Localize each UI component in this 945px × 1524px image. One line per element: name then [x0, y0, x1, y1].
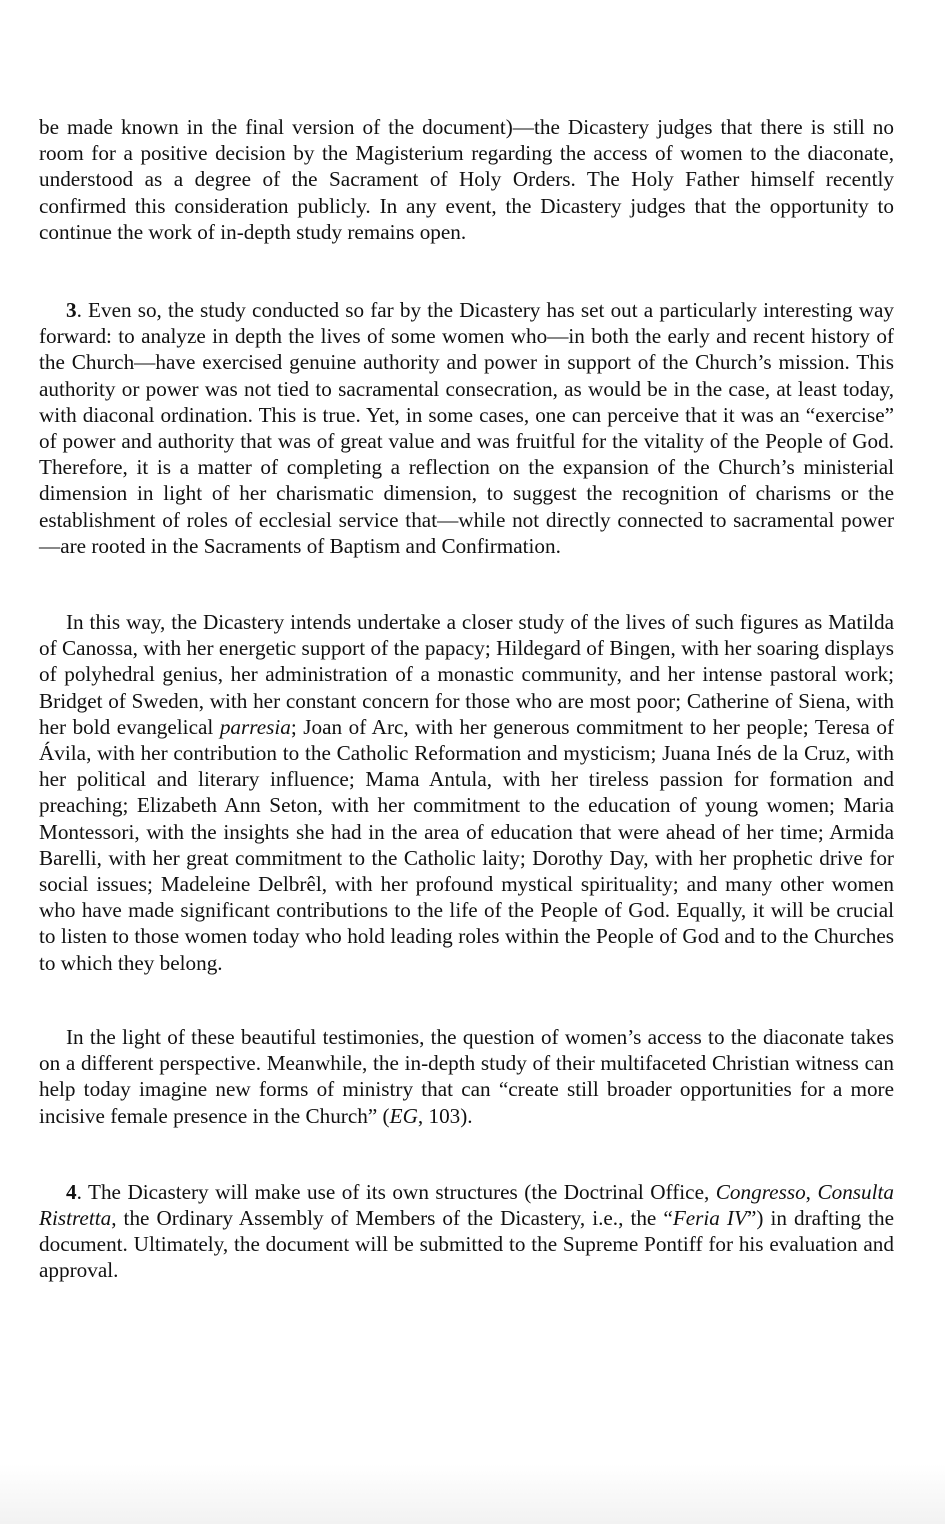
- paragraph-text: In this way, the Dicastery intends undertake a closer study of the lives of such figures as Matilda of Canossa, with her energetic support of the papacy; Hildegard of Bingen, with her soaring displays of polyhedral genius, her administration of a monastic community, and her intense pastoral work; Bridget of Sweden, with her constant concern for those who are most poor; Catherine of Siena, with her bold evangelical: [39, 610, 894, 739]
- paragraph-text: ”) in drafting the document. Ultimately, the document will be submitted to the Supreme Pontiff for his evaluation and approval.: [39, 1205, 894, 1283]
- paragraph-4: [39, 1179, 894, 1284]
- paragraph-text: ,: [805, 1179, 818, 1204]
- italic-term: Feria IV: [672, 1205, 747, 1230]
- paragraph-3: [39, 297, 894, 559]
- italic-citation: EG: [389, 1103, 418, 1128]
- paragraph-text: , the Ordinary Assembly of Members of the Dicastery, i.e., the “: [111, 1205, 673, 1230]
- document-page: [39, 114, 894, 1284]
- italic-term: Consulta Ristretta: [39, 1179, 895, 1230]
- paragraph-women-figures: [39, 609, 894, 976]
- paragraph-text: , 103).: [417, 1103, 473, 1128]
- paragraph-text: be made known in the final version of the document)—the Dicastery judges that there is still no room for a positive decision by the Magisterium regarding the access of women to the diaconate, understood as a degree of the Sacrament of Holy Orders. The Holy Father himself recently confirmed this consideration publicly. In any event, the Dicastery judges that the opportunity to continue the work of in-depth study remains open.: [39, 115, 894, 244]
- italic-term: Congresso: [715, 1179, 806, 1204]
- paragraph-text: In the light of these beautiful testimonies, the question of women’s access to the diaconate takes on a different perspective. Meanwhile, the in-depth study of their multifaceted Christian witness can help today imagine new forms of ministry that can “create still broader opportunities for a more incisive female presence in the Church” (: [39, 1024, 894, 1128]
- italic-term: parresia: [219, 714, 291, 739]
- paragraph-continuation: [39, 114, 894, 245]
- paragraph-text: . Even so, the study conducted so far by the Dicastery has set out a particularly interesting way forward: to analyze in depth the lives of some women who—in both the early and recent history of the Church—have exercised genuine authority and power in support of the Church’s mission. This authority or power was not tied to sacramental consecration, as would be in the case, at least today, with diaconal ordination. This is true. Yet, in some cases, one can perceive that it was an “exercise” of power and authority that was of great value and was fruitful for the vitality of the People of God. Therefore, it is a matter of completing a reflection on the expansion of the Church’s ministerial dimension in light of her charismatic dimension, to suggest the recognition of charisms or the establishment of roles of ecclesial service that—while not directly connected to sacramental power—are rooted in the Sacraments of Baptism and Confirmation.: [39, 298, 894, 558]
- paragraph-testimonies: [39, 1024, 894, 1129]
- paragraph-text: ; Joan of Arc, with her generous commitment to her people; Teresa of Ávila, with her contribution to the Catholic Reformation and mysticism; Juana Inés de la Cruz, with her political and literary influence; Mama Antula, with her tireless passion for formation and preaching; Elizabeth Ann Seton, with her commitment to the education of young women; Maria Montessori, with the insights she had in the area of education that were ahead of her time; Armida Barelli, with her great commitment to the Catholic laity; Dorothy Day, with her prophetic drive for social issues; Madeleine Delbrêl, with her profound mystical spirituality; and many other women who have made significant contributions to the life of the People of God. Equally, it will be crucial to listen to those women today who hold leading roles within the People of God and to the Churches to which they belong.: [39, 714, 895, 975]
- paragraph-text: . The Dicastery will make use of its own structures (the Doctrinal Office,: [76, 1179, 716, 1204]
- paragraph-number: 3: [66, 298, 77, 323]
- page-bottom-shade: [0, 1464, 945, 1524]
- paragraph-number: 4: [66, 1179, 77, 1204]
